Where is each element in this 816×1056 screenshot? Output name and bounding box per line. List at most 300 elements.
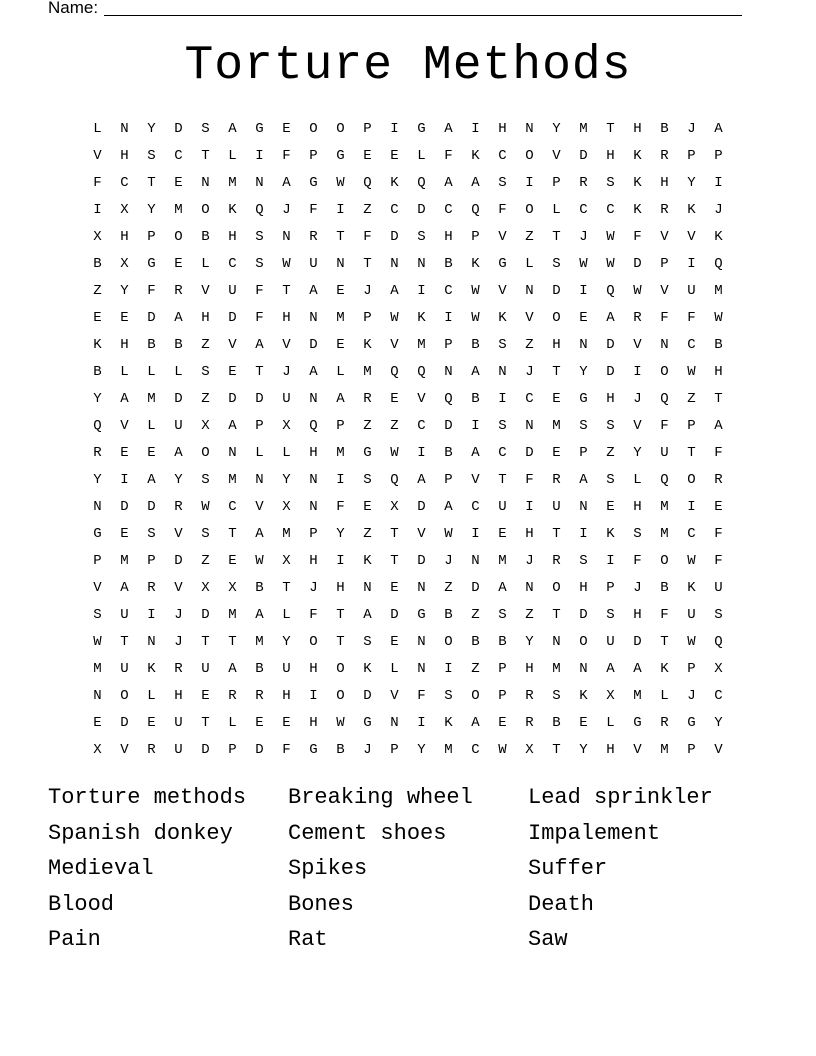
grid-letter: W <box>633 282 642 299</box>
grid-letter: D <box>633 255 642 272</box>
grid-letter: A <box>120 579 129 596</box>
grid-letter: B <box>552 714 561 731</box>
grid-letter: O <box>309 120 318 137</box>
grid-letter: D <box>417 201 426 218</box>
grid-letter: K <box>579 687 588 704</box>
grid-letter: P <box>93 552 102 569</box>
grid-letter: K <box>687 579 696 596</box>
word-list-item: Spikes <box>288 856 368 881</box>
grid-letter: L <box>255 444 264 461</box>
grid-letter: D <box>174 552 183 569</box>
grid-letter: N <box>390 714 399 731</box>
grid-letter: B <box>147 336 156 353</box>
grid-letter: T <box>282 579 291 596</box>
grid-letter: Z <box>201 390 210 407</box>
grid-letter: B <box>93 255 102 272</box>
grid-letter: S <box>498 174 507 191</box>
grid-letter: E <box>390 390 399 407</box>
grid-letter: D <box>363 687 372 704</box>
grid-letter: R <box>174 282 183 299</box>
word-list-item: Cement shoes <box>288 820 447 846</box>
grid-letter: S <box>147 525 156 542</box>
grid-letter: B <box>660 120 669 137</box>
grid-letter: Z <box>525 336 534 353</box>
grid-letter: T <box>120 633 129 650</box>
grid-letter: M <box>660 498 669 515</box>
grid-letter: T <box>552 228 561 245</box>
grid-letter: F <box>714 444 723 461</box>
grid-letter: L <box>228 147 237 164</box>
grid-letter: D <box>552 282 561 299</box>
grid-letter: M <box>93 660 102 677</box>
grid-letter: I <box>255 147 264 164</box>
grid-letter: W <box>201 498 210 515</box>
grid-letter: V <box>714 741 723 758</box>
grid-letter: G <box>255 120 264 137</box>
grid-letter: D <box>579 606 588 623</box>
grid-letter: O <box>660 363 669 380</box>
grid-letter: S <box>255 255 264 272</box>
grid-letter: F <box>525 471 534 488</box>
grid-letter: P <box>390 741 399 758</box>
grid-letter: Z <box>390 417 399 434</box>
grid-letter: R <box>174 498 183 515</box>
grid-letter: A <box>255 606 264 623</box>
grid-letter: E <box>228 363 237 380</box>
grid-letter: T <box>363 255 372 272</box>
grid-letter: Z <box>471 606 480 623</box>
grid-letter: A <box>228 417 237 434</box>
grid-letter: J <box>444 552 453 569</box>
grid-letter: D <box>120 714 129 731</box>
grid-letter: Z <box>687 390 696 407</box>
grid-letter: K <box>363 336 372 353</box>
grid-letter: V <box>174 525 183 542</box>
grid-letter: L <box>282 606 291 623</box>
grid-letter: A <box>606 309 615 326</box>
grid-letter: P <box>687 147 696 164</box>
grid-letter: C <box>174 147 183 164</box>
grid-letter: C <box>579 201 588 218</box>
grid-letter: H <box>120 147 129 164</box>
grid-letter: L <box>147 417 156 434</box>
grid-letter: T <box>228 633 237 650</box>
grid-letter: E <box>228 552 237 569</box>
grid-letter: Y <box>282 471 291 488</box>
grid-letter: N <box>579 660 588 677</box>
grid-letter: N <box>147 633 156 650</box>
grid-letter: O <box>552 579 561 596</box>
grid-letter: U <box>498 498 507 515</box>
grid-letter: H <box>201 309 210 326</box>
grid-letter: S <box>444 687 453 704</box>
word-list-item: Saw <box>528 927 568 952</box>
grid-letter: W <box>687 363 696 380</box>
grid-letter: T <box>255 363 264 380</box>
grid-letter: I <box>417 444 426 461</box>
grid-letter: H <box>660 174 669 191</box>
grid-letter: N <box>417 660 426 677</box>
grid-letter: V <box>633 741 642 758</box>
grid-letter: O <box>444 633 453 650</box>
grid-letter: N <box>525 579 534 596</box>
grid-letter: K <box>498 309 507 326</box>
grid-letter: P <box>147 228 156 245</box>
grid-letter: J <box>714 201 723 218</box>
grid-letter: Z <box>525 606 534 623</box>
word-list-item: Breaking wheel <box>288 785 473 810</box>
grid-letter: P <box>255 417 264 434</box>
grid-letter: Z <box>201 336 210 353</box>
grid-letter: O <box>336 120 345 137</box>
grid-letter: P <box>147 552 156 569</box>
grid-letter: O <box>525 147 534 164</box>
grid-letter: F <box>255 309 264 326</box>
grid-letter: Q <box>660 390 669 407</box>
grid-letter: L <box>147 363 156 380</box>
grid-letter: L <box>660 687 669 704</box>
grid-letter: H <box>579 579 588 596</box>
grid-letter: F <box>309 201 318 218</box>
grid-letter: M <box>228 174 237 191</box>
grid-letter: K <box>687 201 696 218</box>
grid-letter: U <box>174 417 183 434</box>
grid-letter: A <box>714 417 723 434</box>
grid-letter: I <box>606 552 615 569</box>
grid-letter: H <box>633 498 642 515</box>
grid-letter: A <box>633 660 642 677</box>
grid-letter: Z <box>363 201 372 218</box>
grid-letter: E <box>93 714 102 731</box>
grid-letter: E <box>390 147 399 164</box>
grid-letter: P <box>336 417 345 434</box>
grid-letter: Z <box>93 282 102 299</box>
grid-letter: K <box>660 660 669 677</box>
grid-letter: Y <box>93 390 102 407</box>
grid-letter: S <box>363 633 372 650</box>
grid-letter: S <box>498 606 507 623</box>
grid-letter: J <box>633 390 642 407</box>
grid-letter: W <box>687 552 696 569</box>
grid-letter: A <box>444 498 453 515</box>
grid-letter: E <box>363 498 372 515</box>
grid-letter: Z <box>363 525 372 542</box>
grid-letter: X <box>282 552 291 569</box>
grid-letter: B <box>444 444 453 461</box>
grid-letter: C <box>498 444 507 461</box>
grid-letter: J <box>525 363 534 380</box>
grid-letter: T <box>201 714 210 731</box>
grid-letter: G <box>498 255 507 272</box>
grid-letter: C <box>714 687 723 704</box>
grid-letter: A <box>471 363 480 380</box>
grid-letter: L <box>606 714 615 731</box>
grid-letter: D <box>417 498 426 515</box>
grid-letter: U <box>120 660 129 677</box>
grid-letter: H <box>498 120 507 137</box>
grid-letter: D <box>579 147 588 164</box>
grid-letter: U <box>714 579 723 596</box>
grid-letter: Y <box>714 714 723 731</box>
grid-letter: Y <box>336 525 345 542</box>
grid-letter: C <box>120 174 129 191</box>
grid-letter: Y <box>417 741 426 758</box>
grid-letter: F <box>660 606 669 623</box>
grid-letter: O <box>660 552 669 569</box>
grid-letter: Q <box>714 633 723 650</box>
grid-letter: R <box>660 201 669 218</box>
grid-letter: J <box>525 552 534 569</box>
grid-letter: H <box>309 552 318 569</box>
grid-letter: M <box>714 282 723 299</box>
word-list-item: Torture methods <box>48 785 247 810</box>
grid-letter: K <box>93 336 102 353</box>
grid-letter: W <box>471 309 480 326</box>
grid-letter: J <box>363 282 372 299</box>
grid-letter: W <box>390 444 399 461</box>
grid-letter: J <box>309 579 318 596</box>
grid-letter: S <box>579 552 588 569</box>
grid-letter: H <box>633 606 642 623</box>
grid-letter: W <box>336 174 345 191</box>
grid-letter: I <box>120 471 129 488</box>
grid-letter: B <box>93 363 102 380</box>
grid-letter: D <box>390 606 399 623</box>
grid-letter: N <box>309 309 318 326</box>
grid-letter: A <box>309 363 318 380</box>
grid-letter: X <box>390 498 399 515</box>
grid-letter: F <box>282 741 291 758</box>
grid-letter: M <box>336 444 345 461</box>
grid-letter: F <box>336 498 345 515</box>
grid-letter: A <box>147 471 156 488</box>
grid-letter: H <box>336 579 345 596</box>
grid-letter: I <box>471 417 480 434</box>
grid-letter: V <box>633 417 642 434</box>
grid-letter: P <box>714 147 723 164</box>
grid-letter: A <box>228 660 237 677</box>
grid-letter: Z <box>606 444 615 461</box>
grid-letter: V <box>93 147 102 164</box>
grid-letter: B <box>471 390 480 407</box>
grid-letter: B <box>471 633 480 650</box>
grid-letter: Y <box>633 444 642 461</box>
grid-letter: K <box>363 552 372 569</box>
grid-letter: I <box>687 255 696 272</box>
grid-letter: N <box>228 444 237 461</box>
grid-letter: F <box>660 309 669 326</box>
grid-letter: Y <box>552 120 561 137</box>
grid-letter: I <box>417 282 426 299</box>
grid-letter: Y <box>687 174 696 191</box>
grid-letter: A <box>336 390 345 407</box>
grid-letter: T <box>660 633 669 650</box>
grid-letter: D <box>606 336 615 353</box>
grid-letter: A <box>579 471 588 488</box>
grid-letter: M <box>120 552 129 569</box>
grid-letter: P <box>309 147 318 164</box>
grid-letter: G <box>579 390 588 407</box>
grid-letter: C <box>444 201 453 218</box>
grid-letter: E <box>714 498 723 515</box>
grid-letter: A <box>471 174 480 191</box>
grid-letter: D <box>471 579 480 596</box>
grid-letter: D <box>255 390 264 407</box>
grid-letter: C <box>417 417 426 434</box>
grid-letter: Q <box>363 174 372 191</box>
grid-letter: S <box>201 120 210 137</box>
grid-letter: E <box>336 282 345 299</box>
grid-letter: G <box>687 714 696 731</box>
grid-letter: N <box>309 498 318 515</box>
grid-letter: Z <box>525 228 534 245</box>
grid-letter: D <box>147 498 156 515</box>
grid-letter: N <box>255 471 264 488</box>
grid-letter: C <box>525 390 534 407</box>
grid-letter: P <box>444 471 453 488</box>
grid-letter: T <box>390 552 399 569</box>
grid-letter: N <box>525 120 534 137</box>
grid-letter: N <box>444 363 453 380</box>
grid-letter: I <box>525 174 534 191</box>
grid-letter: C <box>471 741 480 758</box>
grid-letter: K <box>606 525 615 542</box>
grid-letter: K <box>633 174 642 191</box>
grid-letter: Y <box>120 282 129 299</box>
grid-letter: C <box>606 201 615 218</box>
grid-letter: F <box>498 201 507 218</box>
grid-letter: R <box>552 552 561 569</box>
grid-letter: F <box>714 552 723 569</box>
grid-letter: F <box>147 282 156 299</box>
grid-letter: Y <box>579 741 588 758</box>
grid-letter: H <box>606 741 615 758</box>
grid-letter: P <box>309 525 318 542</box>
grid-letter: I <box>336 471 345 488</box>
grid-letter: W <box>282 255 291 272</box>
grid-letter: A <box>498 579 507 596</box>
grid-letter: M <box>336 309 345 326</box>
grid-letter: P <box>687 660 696 677</box>
grid-letter: M <box>417 336 426 353</box>
grid-letter: U <box>174 714 183 731</box>
grid-letter: G <box>336 147 345 164</box>
grid-letter: F <box>363 228 372 245</box>
grid-letter: K <box>390 174 399 191</box>
grid-letter: S <box>606 606 615 623</box>
grid-letter: L <box>390 660 399 677</box>
grid-letter: H <box>525 525 534 542</box>
grid-letter: Q <box>93 417 102 434</box>
grid-letter: U <box>687 282 696 299</box>
grid-letter: W <box>687 633 696 650</box>
grid-letter: O <box>336 687 345 704</box>
grid-letter: R <box>228 687 237 704</box>
grid-letter: S <box>147 147 156 164</box>
grid-letter: A <box>471 714 480 731</box>
grid-letter: M <box>552 660 561 677</box>
grid-letter: R <box>660 147 669 164</box>
grid-letter: O <box>120 687 129 704</box>
grid-letter: M <box>633 687 642 704</box>
grid-letter: U <box>228 282 237 299</box>
grid-letter: G <box>363 444 372 461</box>
grid-letter: B <box>174 336 183 353</box>
grid-letter: C <box>444 282 453 299</box>
grid-letter: B <box>255 660 264 677</box>
grid-letter: H <box>309 660 318 677</box>
grid-letter: S <box>606 471 615 488</box>
grid-letter: V <box>417 525 426 542</box>
grid-letter: V <box>390 336 399 353</box>
grid-letter: Y <box>147 120 156 137</box>
grid-letter: M <box>660 525 669 542</box>
grid-letter: W <box>93 633 102 650</box>
grid-letter: S <box>498 417 507 434</box>
grid-letter: A <box>255 336 264 353</box>
grid-letter: E <box>174 255 183 272</box>
grid-letter: K <box>471 147 480 164</box>
grid-letter: M <box>660 741 669 758</box>
grid-letter: N <box>498 363 507 380</box>
grid-letter: X <box>282 417 291 434</box>
grid-letter: K <box>714 228 723 245</box>
grid-letter: D <box>147 309 156 326</box>
grid-letter: P <box>363 120 372 137</box>
grid-letter: H <box>228 228 237 245</box>
word-list <box>48 780 768 958</box>
grid-letter: U <box>552 498 561 515</box>
grid-letter: N <box>390 255 399 272</box>
grid-letter: S <box>606 417 615 434</box>
grid-letter: L <box>120 363 129 380</box>
grid-letter: H <box>525 660 534 677</box>
grid-letter: D <box>525 444 534 461</box>
grid-letter: E <box>255 714 264 731</box>
grid-letter: Z <box>201 552 210 569</box>
grid-letter: K <box>633 147 642 164</box>
grid-letter: L <box>282 444 291 461</box>
grid-letter: R <box>174 660 183 677</box>
name-blank-line <box>104 15 742 16</box>
grid-letter: T <box>147 174 156 191</box>
word-list-item: Suffer <box>528 856 608 881</box>
grid-letter: Q <box>660 471 669 488</box>
grid-letter: R <box>93 444 102 461</box>
word-list-item: Medieval <box>48 856 154 881</box>
grid-letter: I <box>309 687 318 704</box>
grid-letter: J <box>282 201 291 218</box>
grid-letter: N <box>336 255 345 272</box>
grid-letter: F <box>660 417 669 434</box>
grid-letter: S <box>201 363 210 380</box>
page-title: Torture Methods <box>184 39 632 93</box>
grid-letter: I <box>444 660 453 677</box>
grid-letter: S <box>633 525 642 542</box>
word-list-item: Spanish donkey <box>48 820 233 846</box>
grid-letter: X <box>120 201 129 218</box>
grid-letter: N <box>363 579 372 596</box>
grid-letter: H <box>606 390 615 407</box>
grid-letter: Z <box>444 579 453 596</box>
grid-letter: O <box>525 201 534 218</box>
grid-letter: I <box>687 498 696 515</box>
grid-letter: T <box>201 633 210 650</box>
grid-letter: A <box>444 120 453 137</box>
grid-letter: W <box>444 525 453 542</box>
grid-letter: J <box>579 228 588 245</box>
word-list-item: Pain <box>48 927 101 952</box>
